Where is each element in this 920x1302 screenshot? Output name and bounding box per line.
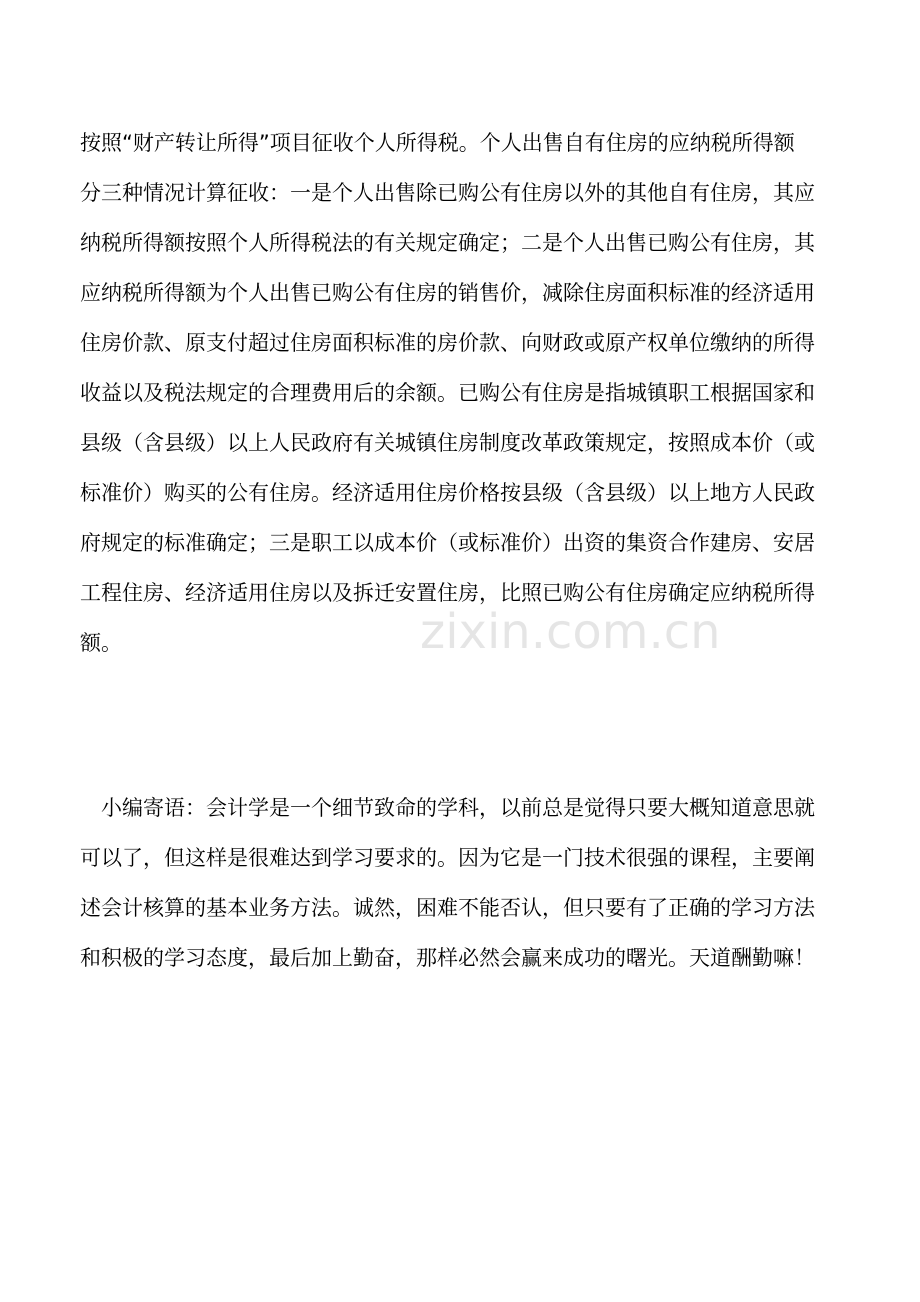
- paragraph-line: 纳税所得额按照个人所得税法的有关规定确定；二是个人出售已购公有住房，其: [80, 231, 815, 255]
- paragraph-line: 工程住房、经济适用住房以及拆迁安置住房，比照已购公有住房确定应纳税所得: [80, 581, 815, 605]
- paragraph-line: 按照“财产转让所得”项目征收个人所得税。个人出售自有住房的应纳税所得额: [80, 131, 795, 155]
- paragraph-line: 府规定的标准确定；三是职工以成本价（或标准价）出资的集资合作建房、安居: [80, 531, 815, 555]
- paragraph-line: 住房价款、原支付超过住房面积标准的房价款、向财政或原产权单位缴纳的所得: [80, 331, 815, 355]
- paragraph-line: 分三种情况计算征收：一是个人出售除已购公有住房以外的其他自有住房，其应: [80, 181, 815, 205]
- paragraph-line: 和积极的学习态度，最后加上勤奋，那样必然会赢来成功的曙光。天道酬勤嘛！: [80, 946, 815, 970]
- paragraph-line: 标准价）购买的公有住房。经济适用住房价格按县级（含县级）以上地方人民政: [80, 481, 815, 505]
- paragraph-line: 述会计核算的基本业务方法。诚然，困难不能否认，但只要有了正确的学习方法: [80, 896, 815, 920]
- paragraph-line: 额。: [80, 631, 122, 655]
- paragraph-line: 应纳税所得额为个人出售已购公有住房的销售价，减除住房面积标准的经济适用: [80, 281, 815, 305]
- paragraph-line: 小编寄语：会计学是一个细节致命的学科，以前总是觉得只要大概知道意思就: [101, 796, 815, 820]
- paragraph-line: 可以了，但这样是很难达到学习要求的。因为它是一门技术很强的课程，主要阐: [80, 846, 815, 870]
- paragraph-editor-note: [80, 783, 842, 983]
- paragraph-line: 县级（含县级）以上人民政府有关城镇住房制度改革政策规定，按照成本价（或: [80, 431, 815, 455]
- paragraph-tax-rules: [80, 118, 842, 668]
- watermark: zixin.com.cn: [420, 604, 721, 660]
- paragraph-line: 收益以及税法规定的合理费用后的余额。已购公有住房是指城镇职工根据国家和: [80, 381, 815, 405]
